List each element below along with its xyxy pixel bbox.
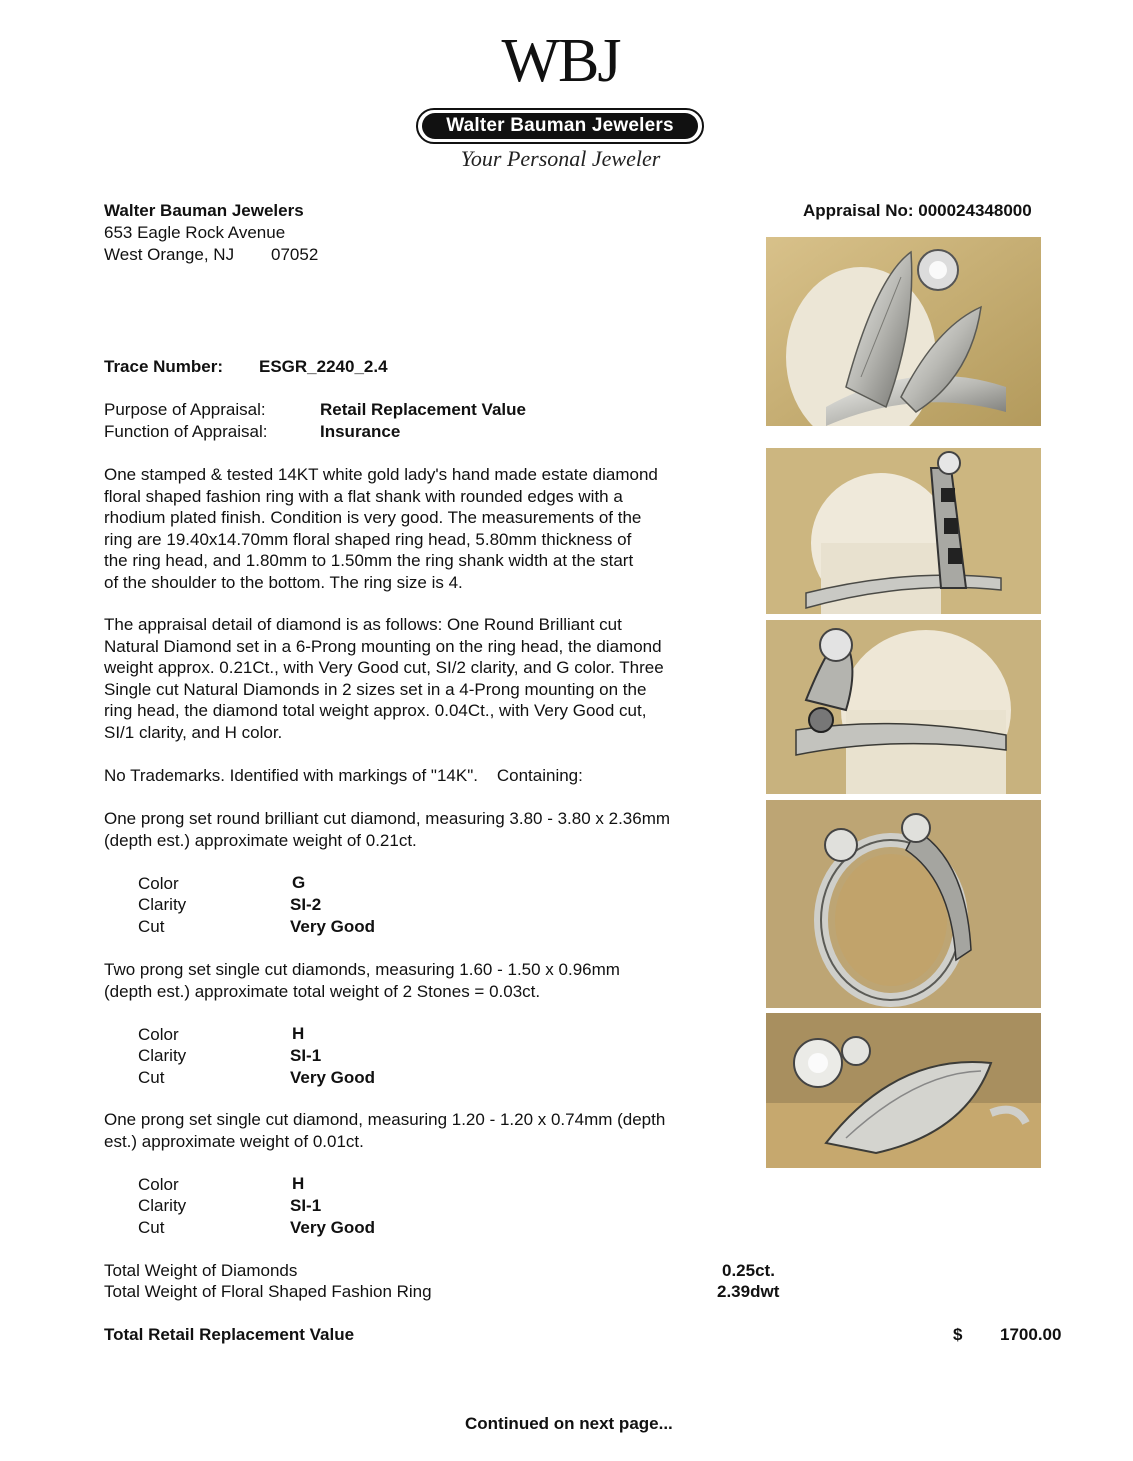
currency-symbol: $ [953, 1325, 963, 1344]
stone-3-cut-label: Cut [138, 1218, 165, 1237]
detail-line: Single cut Natural Diamonds in 2 sizes set in a 4-Prong mounting on the [104, 679, 647, 699]
stone-desc-line: One prong set round brilliant cut diamond, measuring 3.80 - 3.80 x 2.36mm [104, 809, 671, 828]
stone-2-cut-label: Cut [138, 1068, 165, 1087]
ring-description [104, 464, 658, 593]
stone-1-clarity-label: Clarity [138, 895, 187, 914]
stone-1-clarity-value: SI-2 [290, 895, 322, 914]
detail-line: SI/1 clarity, and H color. [104, 722, 283, 742]
appraisal-number: Appraisal No: 000024348000 [803, 201, 1032, 220]
diamond-detail [104, 614, 664, 743]
logo-monogram: WBJ [501, 27, 620, 95]
description-line: floral shaped fashion ring with a flat shank with rounded edges with a [104, 486, 623, 506]
stone-3-color-label: Color [138, 1175, 179, 1194]
company-address: 653 Eagle Rock Avenue [104, 223, 286, 242]
detail-line: Natural Diamond set in a 6-Prong mounting on the ring head, the diamond [104, 636, 662, 656]
stone-1-color-value: G [292, 873, 306, 892]
ring-photo-profile-view [766, 620, 1041, 794]
stone-desc-line: (depth est.) approximate weight of 0.21ct. [104, 830, 417, 850]
trace-value: ESGR_2240_2.4 [259, 357, 388, 376]
stone-3-color-value: H [292, 1174, 305, 1193]
ring-photo-shank-view [766, 800, 1041, 1008]
detail-line: The appraisal detail of diamond is as follows: One Round Brilliant cut [104, 615, 622, 634]
stone-2-color-value: H [292, 1024, 305, 1043]
stone-1-color-label: Color [138, 874, 179, 893]
stone-1-cut-label: Cut [138, 917, 165, 936]
description-line: One stamped & tested 14KT white gold lady's hand made estate diamond [104, 465, 658, 484]
stone-2-color-label: Color [138, 1025, 179, 1044]
logo-name: Walter Bauman Jewelers [422, 113, 698, 139]
logo-tagline: Your Personal Jeweler [460, 146, 661, 171]
logo-name-plate [416, 108, 704, 144]
function-value: Insurance [320, 422, 401, 441]
ring-photo-top-view [766, 237, 1041, 426]
trademarks-note: No Trademarks. Identified with markings of "14K". Containing: [104, 766, 583, 785]
purpose-label: Purpose of Appraisal: [104, 400, 266, 419]
total-diamonds-label: Total Weight of Diamonds [104, 1261, 298, 1280]
purpose-value: Retail Replacement Value [320, 400, 526, 419]
total-retail-value: 1700.00 [1000, 1325, 1062, 1344]
stone-desc-line: (depth est.) approximate total weight of 2 Stones = 0.03ct. [104, 981, 541, 1001]
description-line: of the shoulder to the bottom. The ring size is 4. [104, 572, 463, 592]
total-ring-weight-value: 2.39dwt [717, 1282, 780, 1301]
stone-2-description [104, 959, 620, 1002]
description-line: ring are 19.40x14.70mm floral shaped ring head, 5.80mm thickness of [104, 529, 632, 549]
total-ring-weight-label: Total Weight of Floral Shaped Fashion Ring [104, 1282, 432, 1301]
stone-1-cut-value: Very Good [290, 917, 376, 936]
company-city-state: West Orange, NJ [104, 245, 235, 264]
ring-photo-side-view [766, 448, 1041, 614]
stone-1-description [104, 808, 670, 851]
stone-3-cut-value: Very Good [290, 1218, 376, 1237]
stone-2-clarity-label: Clarity [138, 1046, 187, 1065]
description-line: the ring head, and 1.80mm to 1.50mm the ring shank width at the start [104, 551, 634, 570]
stone-2-cut-value: Very Good [290, 1068, 376, 1087]
total-diamonds-value: 0.25ct. [722, 1261, 775, 1280]
company-zip: 07052 [271, 245, 319, 264]
trace-label: Trace Number: [104, 357, 224, 376]
company-logo [413, 22, 708, 182]
stone-desc-line: One prong set single cut diamond, measuring 1.20 - 1.20 x 0.74mm (depth [104, 1110, 666, 1129]
ring-photo-angle-view [766, 1013, 1041, 1168]
function-label: Function of Appraisal: [104, 422, 268, 441]
continued-note: Continued on next page... [465, 1414, 673, 1433]
stone-3-clarity-value: SI-1 [290, 1196, 322, 1215]
company-name: Walter Bauman Jewelers [104, 201, 304, 220]
stone-3-description [104, 1109, 665, 1152]
detail-line: weight approx. 0.21Ct., with Very Good cut, SI/2 clarity, and G color. Three [104, 658, 664, 677]
stone-2-clarity-value: SI-1 [290, 1046, 322, 1065]
stone-desc-line: est.) approximate weight of 0.01ct. [104, 1131, 364, 1151]
description-line: rhodium plated finish. Condition is very good. The measurements of the [104, 508, 642, 527]
stone-desc-line: Two prong set single cut diamonds, measuring 1.60 - 1.50 x 0.96mm [104, 960, 620, 979]
total-retail-label: Total Retail Replacement Value [104, 1325, 355, 1344]
detail-line: ring head, the diamond total weight approx. 0.04Ct., with Very Good cut, [104, 701, 647, 720]
stone-3-clarity-label: Clarity [138, 1196, 187, 1215]
